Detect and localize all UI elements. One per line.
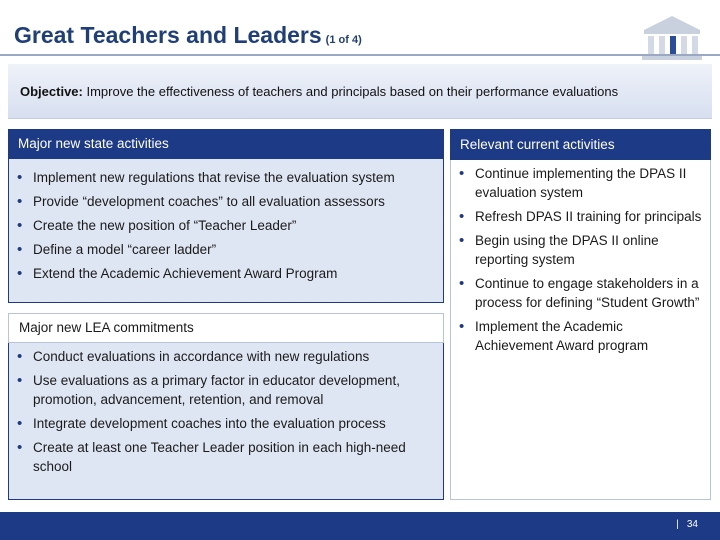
list-item: • Begin using the DPAS II online reporting system: [457, 231, 702, 269]
list-item: • Implement new regulations that revise the evaluation system: [15, 168, 435, 187]
state-activities-header: [8, 129, 444, 159]
state-activities-list: [15, 168, 435, 283]
lea-commitments-header: [8, 313, 444, 343]
current-activities-header: [450, 129, 711, 160]
list-item: • Create at least one Teacher Leader position in each high-need school: [15, 438, 435, 476]
objective-banner: [8, 64, 712, 119]
objective-text: Improve the effectiveness of teachers and principals based on their performance evaluations: [86, 84, 619, 99]
list-item: • Implement the Academic Achievement Award program: [457, 317, 702, 355]
lea-commitments-list: [15, 347, 435, 476]
current-activities-heading: Relevant current activities: [460, 137, 615, 152]
page-separator: |: [676, 519, 679, 530]
list-item: • Create the new position of “Teacher Leader”: [15, 216, 435, 235]
title-suffix: (1 of 4): [325, 34, 362, 46]
state-activities-panel: [8, 159, 444, 303]
list-item: • Continue implementing the DPAS II evaluation system: [457, 164, 702, 202]
lea-commitments-heading: Major new LEA commitments: [19, 320, 194, 335]
list-item: • Conduct evaluations in accordance with new regulations: [15, 347, 435, 366]
list-item: • Use evaluations as a primary factor in educator development, promotion, advancement, retention, and removal: [15, 371, 435, 409]
header-rule: [0, 54, 720, 56]
list-item: • Integrate development coaches into the evaluation process: [15, 414, 435, 433]
objective-label: Objective:: [20, 84, 83, 99]
title-text: Great Teachers and Leaders: [14, 22, 322, 48]
list-item: • Extend the Academic Achievement Award Program: [15, 264, 435, 283]
state-activities-heading: Major new state activities: [18, 136, 169, 151]
page-number-value: 34: [686, 519, 698, 530]
footer-bar: [0, 512, 720, 540]
page-title: [14, 22, 362, 49]
list-item: • Provide “development coaches” to all evaluation assessors: [15, 192, 435, 211]
lea-commitments-panel: [8, 343, 444, 500]
current-activities-panel: [450, 160, 711, 500]
current-activities-list: [457, 164, 702, 355]
list-item: • Continue to engage stakeholders in a process for defining “Student Growth”: [457, 274, 702, 312]
list-item: • Define a model “career ladder”: [15, 240, 435, 259]
list-item: • Refresh DPAS II training for principals: [457, 207, 702, 226]
page-number: [676, 519, 698, 530]
